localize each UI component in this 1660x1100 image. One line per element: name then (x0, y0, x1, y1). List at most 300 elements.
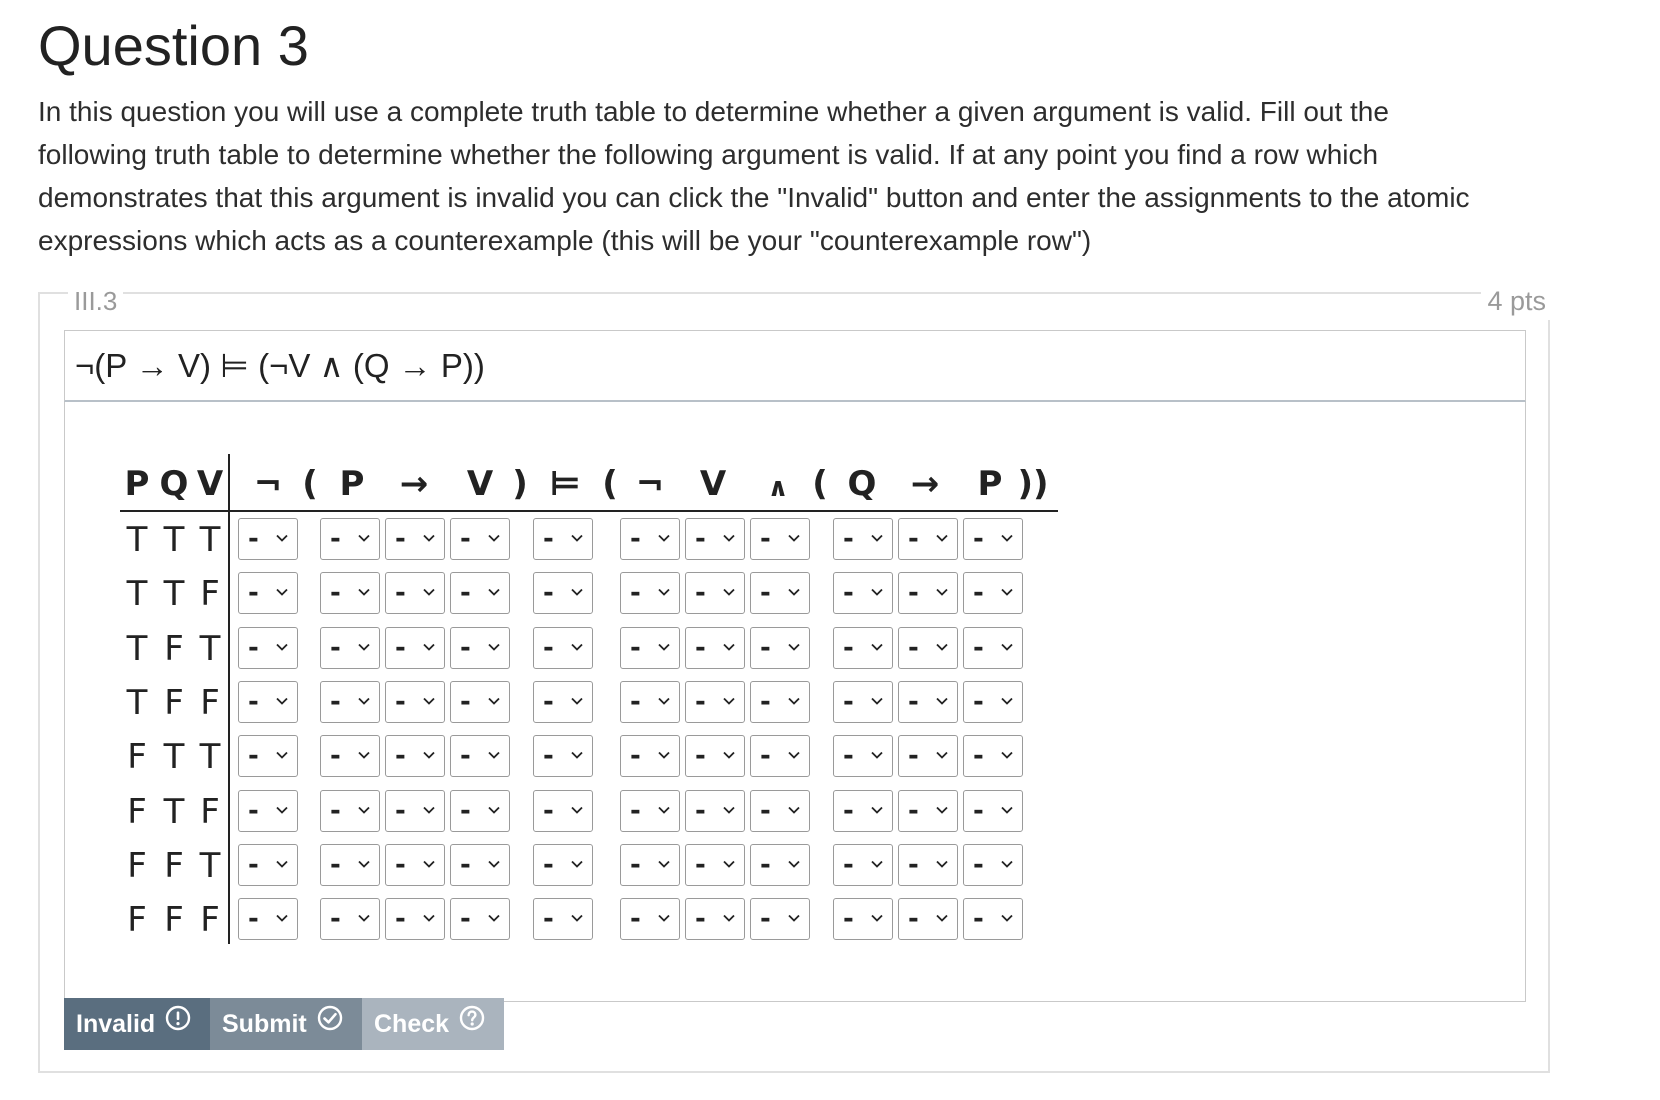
chevron-down-icon (358, 531, 370, 543)
select-value: - (330, 849, 341, 880)
truth-value-select[interactable] (320, 627, 380, 669)
select-value: - (908, 904, 919, 935)
chevron-down-icon (871, 531, 883, 543)
row-assignment: T (163, 791, 185, 832)
chevron-down-icon (788, 531, 800, 543)
select-value: - (395, 578, 406, 609)
select-value: - (973, 686, 984, 717)
select-value: - (843, 795, 854, 826)
truth-value-select[interactable] (533, 790, 593, 832)
chevron-down-icon (871, 803, 883, 815)
formula-header-symbol: ( (602, 464, 618, 504)
select-value: - (330, 578, 341, 609)
chevron-down-icon (723, 748, 735, 760)
truth-value-select[interactable] (750, 844, 810, 886)
select-value: - (460, 795, 471, 826)
invalid-button[interactable] (64, 998, 210, 1050)
select-value: - (973, 741, 984, 772)
chevron-down-icon (788, 857, 800, 869)
truth-value-select[interactable] (685, 518, 745, 560)
chevron-down-icon (1001, 585, 1013, 597)
select-value: - (248, 849, 259, 880)
select-value: - (630, 904, 641, 935)
select-value: - (543, 904, 554, 935)
select-value: - (843, 686, 854, 717)
select-value: - (760, 578, 771, 609)
select-value: - (330, 904, 341, 935)
argument-formula: ¬(P → V) ⊨ (¬V ∧ (Q → P)) (64, 330, 1526, 402)
select-value: - (543, 686, 554, 717)
chevron-down-icon (658, 803, 670, 815)
chevron-down-icon (358, 803, 370, 815)
select-value: - (908, 686, 919, 717)
chevron-down-icon (571, 640, 583, 652)
truth-value-select[interactable] (685, 898, 745, 940)
chevron-down-icon (658, 748, 670, 760)
truth-value-select[interactable] (533, 844, 593, 886)
formula-header-symbol: ∧ (767, 473, 789, 503)
select-value: - (695, 795, 706, 826)
truth-value-select[interactable] (898, 681, 958, 723)
problem-points: 4 pts (1481, 282, 1552, 320)
select-value: - (395, 524, 406, 554)
chevron-down-icon (276, 803, 288, 815)
truth-value-select[interactable] (963, 627, 1023, 669)
chevron-down-icon (488, 585, 500, 597)
chevron-down-icon (936, 857, 948, 869)
select-value: - (543, 849, 554, 880)
chevron-down-icon (658, 694, 670, 706)
truth-value-select[interactable] (533, 898, 593, 940)
chevron-down-icon (488, 531, 500, 543)
select-value: - (543, 524, 554, 554)
truth-value-select[interactable] (833, 627, 893, 669)
select-value: - (460, 849, 471, 880)
select-value: - (543, 795, 554, 826)
select-value: - (973, 904, 984, 935)
truth-value-select[interactable] (833, 790, 893, 832)
truth-value-select[interactable] (238, 735, 298, 777)
chevron-down-icon (571, 803, 583, 815)
truth-value-select[interactable] (385, 790, 445, 832)
chevron-down-icon (723, 640, 735, 652)
question-instructions: In this question you will use a complete truth table to determine whether a given argument is valid. Fill out the following truth table to determine whether the following argument is valid. If at any point you find a row which demonstrates that this argument is invalid you can click the "Invalid" button and enter the assignments to the atomic expressions which acts as a counterexample (this will be your "counterexample row") (38, 96, 1470, 256)
chevron-down-icon (788, 585, 800, 597)
select-value: - (460, 578, 471, 609)
truth-value-select[interactable] (898, 572, 958, 614)
chevron-down-icon (723, 911, 735, 923)
truth-value-select[interactable] (963, 790, 1023, 832)
truth-value-select[interactable] (833, 898, 893, 940)
chevron-down-icon (488, 803, 500, 815)
chevron-down-icon (276, 531, 288, 543)
select-value: - (630, 632, 641, 663)
chevron-down-icon (658, 911, 670, 923)
row-assignment: F (127, 900, 147, 941)
select-value: - (908, 849, 919, 880)
formula-header-symbol: ⊨ (549, 464, 581, 504)
row-assignment: T (126, 520, 148, 560)
truth-value-select[interactable] (898, 627, 958, 669)
row-assignment: F (200, 574, 220, 615)
select-value: - (908, 632, 919, 663)
truth-value-select[interactable] (685, 844, 745, 886)
truth-value-select[interactable] (533, 681, 593, 723)
truth-value-select[interactable] (750, 681, 810, 723)
chevron-down-icon (788, 640, 800, 652)
row-assignment: T (163, 574, 185, 615)
select-value: - (695, 632, 706, 663)
select-value: - (760, 904, 771, 935)
select-value: - (395, 741, 406, 772)
chevron-down-icon (788, 694, 800, 706)
chevron-down-icon (723, 694, 735, 706)
truth-value-select[interactable] (963, 844, 1023, 886)
truth-value-select[interactable] (533, 735, 593, 777)
submit-button-label: Submit (222, 1010, 307, 1038)
select-value: - (843, 904, 854, 935)
truth-value-select[interactable] (685, 627, 745, 669)
row-assignment: T (199, 628, 221, 669)
chevron-down-icon (571, 911, 583, 923)
formula-header-symbol: ¬ (635, 464, 665, 504)
truth-value-select[interactable] (963, 735, 1023, 777)
chevron-down-icon (1001, 857, 1013, 869)
formula-header-symbol: → (399, 464, 429, 504)
row-assignment: T (199, 520, 221, 560)
truth-value-select[interactable] (898, 518, 958, 560)
truth-value-select[interactable] (533, 572, 593, 614)
row-assignment: T (199, 845, 221, 886)
truth-value-select[interactable] (685, 790, 745, 832)
truth-value-select[interactable] (833, 572, 893, 614)
row-assignment: F (200, 791, 220, 832)
chevron-down-icon (658, 640, 670, 652)
truth-value-select[interactable] (320, 844, 380, 886)
truth-value-select[interactable] (898, 898, 958, 940)
select-value: - (973, 849, 984, 880)
truth-value-select[interactable] (685, 735, 745, 777)
chevron-down-icon (871, 857, 883, 869)
select-value: - (543, 632, 554, 663)
row-assignment: F (200, 900, 220, 941)
chevron-down-icon (936, 531, 948, 543)
truth-value-select[interactable] (320, 518, 380, 560)
chevron-down-icon (358, 640, 370, 652)
select-value: - (843, 741, 854, 772)
chevron-down-icon (276, 748, 288, 760)
truth-value-select[interactable] (385, 681, 445, 723)
row-assignment: T (163, 520, 185, 560)
select-value: - (460, 904, 471, 935)
select-value: - (973, 632, 984, 663)
select-value: - (395, 904, 406, 935)
select-value: - (248, 578, 259, 609)
row-assignment: T (199, 737, 221, 778)
select-value: - (843, 849, 854, 880)
select-value: - (630, 795, 641, 826)
select-value: - (460, 686, 471, 717)
invalid-button-label: Invalid (76, 1010, 156, 1038)
chevron-down-icon (571, 585, 583, 597)
chevron-down-icon (936, 911, 948, 923)
truth-value-select[interactable] (750, 790, 810, 832)
select-value: - (395, 686, 406, 717)
select-value: - (973, 524, 984, 554)
truth-value-select[interactable] (750, 735, 810, 777)
truth-value-select[interactable] (963, 518, 1023, 560)
chevron-down-icon (571, 694, 583, 706)
chevron-down-icon (1001, 803, 1013, 815)
select-value: - (330, 741, 341, 772)
truth-value-select[interactable] (450, 735, 510, 777)
truth-value-select[interactable] (320, 735, 380, 777)
variable-header: Q (159, 464, 189, 504)
chevron-down-icon (276, 911, 288, 923)
table-column-divider (228, 454, 230, 944)
chevron-down-icon (488, 640, 500, 652)
truth-value-select[interactable] (320, 898, 380, 940)
truth-value-select[interactable] (385, 627, 445, 669)
formula-header-symbol: )) (1017, 464, 1049, 504)
select-value: - (760, 741, 771, 772)
chevron-down-icon (658, 531, 670, 543)
chevron-down-icon (358, 857, 370, 869)
row-assignment: F (200, 682, 220, 723)
truth-value-select[interactable] (685, 572, 745, 614)
truth-value-select[interactable] (620, 518, 680, 560)
chevron-down-icon (488, 857, 500, 869)
select-value: - (695, 578, 706, 609)
chevron-down-icon (788, 748, 800, 760)
truth-value-select[interactable] (450, 518, 510, 560)
chevron-down-icon (871, 911, 883, 923)
formula-header-symbol: V (466, 464, 494, 504)
truth-value-select[interactable] (238, 898, 298, 940)
check-circle-icon (317, 997, 343, 1049)
check-button-label: Check (374, 1010, 450, 1038)
truth-value-select[interactable] (898, 735, 958, 777)
select-value: - (843, 524, 854, 554)
exclamation-circle-icon (165, 997, 191, 1049)
page-title: Question 3 (38, 14, 309, 77)
chevron-down-icon (571, 531, 583, 543)
truth-value-select[interactable] (533, 627, 593, 669)
truth-value-select[interactable] (620, 844, 680, 886)
select-value: - (630, 686, 641, 717)
truth-value-select[interactable] (533, 518, 593, 560)
truth-value-select[interactable] (385, 518, 445, 560)
select-value: - (543, 578, 554, 609)
truth-value-select[interactable] (238, 572, 298, 614)
chevron-down-icon (936, 585, 948, 597)
chevron-down-icon (276, 694, 288, 706)
truth-value-select[interactable] (620, 681, 680, 723)
select-value: - (843, 578, 854, 609)
truth-value-select[interactable] (963, 572, 1023, 614)
truth-value-select[interactable] (620, 790, 680, 832)
select-value: - (630, 849, 641, 880)
select-value: - (543, 741, 554, 772)
truth-value-select[interactable] (320, 681, 380, 723)
chevron-down-icon (276, 585, 288, 597)
truth-value-select[interactable] (620, 572, 680, 614)
truth-value-select[interactable] (898, 790, 958, 832)
select-value: - (248, 741, 259, 772)
truth-value-select[interactable] (238, 627, 298, 669)
truth-value-select[interactable] (450, 898, 510, 940)
select-value: - (248, 686, 259, 717)
truth-value-select[interactable] (450, 681, 510, 723)
select-value: - (695, 524, 706, 554)
problem-label: III.3 (68, 282, 123, 320)
variable-header: P (124, 464, 150, 504)
truth-value-select[interactable] (450, 627, 510, 669)
select-value: - (330, 632, 341, 663)
select-value: - (460, 632, 471, 663)
select-value: - (695, 904, 706, 935)
select-value: - (908, 741, 919, 772)
truth-value-select[interactable] (685, 681, 745, 723)
chevron-down-icon (871, 694, 883, 706)
chevron-down-icon (723, 803, 735, 815)
truth-value-select[interactable] (898, 844, 958, 886)
chevron-down-icon (358, 911, 370, 923)
select-value: - (330, 686, 341, 717)
truth-value-select[interactable] (833, 844, 893, 886)
truth-value-select[interactable] (620, 627, 680, 669)
select-value: - (843, 632, 854, 663)
truth-value-select[interactable] (238, 790, 298, 832)
chevron-down-icon (358, 585, 370, 597)
chevron-down-icon (358, 748, 370, 760)
submit-button[interactable] (210, 998, 362, 1050)
chevron-down-icon (423, 585, 435, 597)
truth-value-select[interactable] (450, 790, 510, 832)
chevron-down-icon (276, 640, 288, 652)
select-value: - (695, 741, 706, 772)
row-assignment: F (164, 628, 184, 669)
select-value: - (248, 795, 259, 826)
chevron-down-icon (871, 748, 883, 760)
truth-value-select[interactable] (385, 572, 445, 614)
chevron-down-icon (788, 911, 800, 923)
truth-value-select[interactable] (833, 518, 893, 560)
select-value: - (630, 741, 641, 772)
truth-value-select[interactable] (320, 572, 380, 614)
chevron-down-icon (571, 748, 583, 760)
chevron-down-icon (936, 748, 948, 760)
select-value: - (248, 524, 259, 554)
formula-header-symbol: P (339, 464, 365, 504)
truth-value-select[interactable] (750, 898, 810, 940)
variable-header: V (196, 464, 224, 504)
chevron-down-icon (871, 585, 883, 597)
truth-value-select[interactable] (385, 844, 445, 886)
chevron-down-icon (936, 803, 948, 815)
formula-header-symbol: Q (847, 464, 877, 504)
row-assignment: F (127, 845, 147, 886)
select-value: - (760, 524, 771, 554)
select-value: - (973, 578, 984, 609)
select-value: - (330, 795, 341, 826)
check-button[interactable] (362, 998, 504, 1050)
truth-value-select[interactable] (963, 681, 1023, 723)
chevron-down-icon (423, 911, 435, 923)
truth-value-select[interactable] (750, 627, 810, 669)
question-circle-icon (459, 997, 485, 1049)
select-value: - (330, 524, 341, 554)
truth-value-select[interactable] (385, 735, 445, 777)
row-assignment: F (127, 791, 147, 832)
select-value: - (973, 795, 984, 826)
chevron-down-icon (936, 694, 948, 706)
truth-value-select[interactable] (450, 572, 510, 614)
chevron-down-icon (871, 640, 883, 652)
chevron-down-icon (723, 585, 735, 597)
chevron-down-icon (1001, 748, 1013, 760)
select-value: - (395, 795, 406, 826)
truth-value-select[interactable] (620, 898, 680, 940)
chevron-down-icon (1001, 531, 1013, 543)
truth-value-select[interactable] (750, 518, 810, 560)
truth-value-select[interactable] (833, 681, 893, 723)
chevron-down-icon (1001, 694, 1013, 706)
row-assignment: T (126, 682, 148, 723)
truth-value-select[interactable] (238, 681, 298, 723)
chevron-down-icon (276, 857, 288, 869)
truth-value-select[interactable] (963, 898, 1023, 940)
formula-header-symbol: ) (512, 464, 528, 504)
chevron-down-icon (423, 531, 435, 543)
chevron-down-icon (723, 857, 735, 869)
formula-header-symbol: ( (812, 464, 828, 504)
select-value: - (248, 632, 259, 663)
chevron-down-icon (358, 694, 370, 706)
select-value: - (760, 795, 771, 826)
chevron-down-icon (1001, 911, 1013, 923)
select-value: - (630, 578, 641, 609)
row-assignment: F (164, 900, 184, 941)
chevron-down-icon (423, 857, 435, 869)
select-value: - (760, 632, 771, 663)
formula-header-symbol: P (977, 464, 1003, 504)
truth-value-select[interactable] (385, 898, 445, 940)
truth-value-select[interactable] (750, 572, 810, 614)
chevron-down-icon (936, 640, 948, 652)
chevron-down-icon (1001, 640, 1013, 652)
select-value: - (760, 849, 771, 880)
row-assignment: F (164, 682, 184, 723)
chevron-down-icon (423, 694, 435, 706)
select-value: - (248, 904, 259, 935)
select-value: - (908, 524, 919, 554)
truth-value-select[interactable] (238, 518, 298, 560)
select-value: - (395, 632, 406, 663)
truth-value-select[interactable] (450, 844, 510, 886)
truth-value-select[interactable] (320, 790, 380, 832)
chevron-down-icon (488, 694, 500, 706)
formula-header-symbol: ¬ (253, 464, 283, 504)
truth-value-select[interactable] (620, 735, 680, 777)
chevron-down-icon (571, 857, 583, 869)
chevron-down-icon (658, 857, 670, 869)
select-value: - (395, 849, 406, 880)
select-value: - (695, 686, 706, 717)
chevron-down-icon (488, 748, 500, 760)
truth-value-select[interactable] (238, 844, 298, 886)
truth-value-select[interactable] (833, 735, 893, 777)
